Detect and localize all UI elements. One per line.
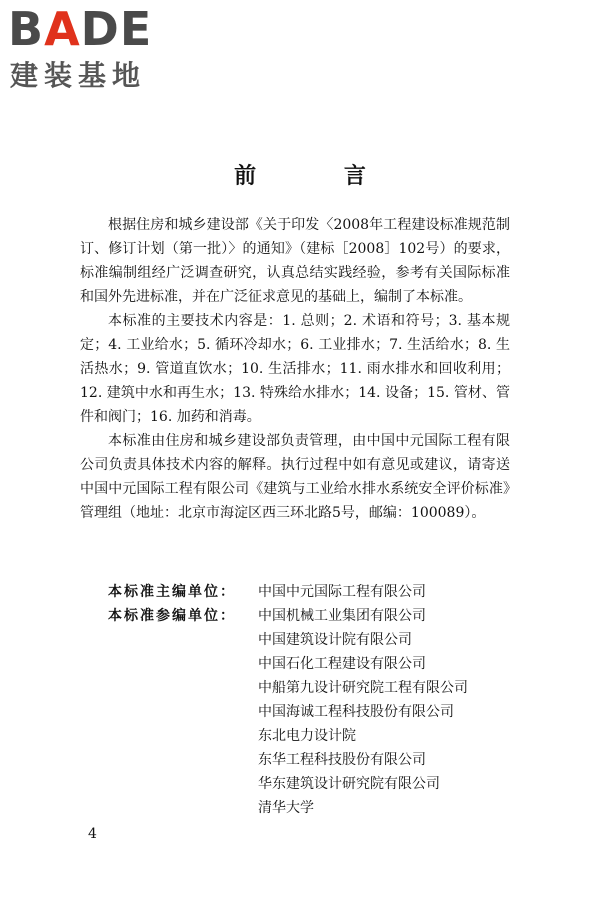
- participating-units-list: [258, 604, 468, 820]
- participating-unit: 清华大学: [258, 800, 314, 816]
- brand-logo-suffix: DE: [80, 2, 153, 56]
- preface-paragraph-contents: 本标准的主要技术内容是：1. 总则；2. 术语和符号；3. 基本规定；4. 工业给水；5. 循环冷却水；6. 工业排水；7. 生活给水；8. 生活热水；9. 管道直饮水；10. 生活排水；11. 雨水排水和回收利用；12. 建筑中水和再生水；13. 特殊给水排水；14. 设备；15. 管材、管件和阀门；16. 加药和消毒。: [80, 313, 510, 425]
- participating-unit: 中国海诚工程科技股份有限公司: [258, 704, 454, 720]
- participating-unit: 中船第九设计研究院工程有限公司: [258, 680, 468, 696]
- brand-logo: [8, 4, 183, 94]
- chief-editor-row: [108, 580, 468, 604]
- chief-editor-unit: 中国中元国际工程有限公司: [258, 584, 426, 600]
- participating-unit: 中国建筑设计院有限公司: [258, 632, 412, 648]
- preface-body: [80, 213, 510, 525]
- page-title: 前 言: [234, 163, 406, 189]
- participating-units-row: [108, 604, 468, 820]
- preface-paragraph-management: 本标准由住房和城乡建设部负责管理，由中国中元国际工程有限公司负责具体技术内容的解释。执行过程中如有意见或建议，请寄送中国中元国际工程有限公司《建筑与工业给水排水系统安全评价标准》管理组（地址：北京市海淀区西三环北路5号，邮编：100089）。: [80, 433, 510, 521]
- participating-unit: 中国机械工业集团有限公司: [258, 608, 426, 624]
- brand-logo-text: [8, 4, 152, 54]
- participating-unit: 东华工程科技股份有限公司: [258, 752, 426, 768]
- chief-editor-label: 本标准主编单位：: [108, 584, 236, 600]
- participating-units-label: 本标准参编单位：: [108, 608, 236, 624]
- participating-unit: 华东建筑设计研究院有限公司: [258, 776, 440, 792]
- participating-unit: 中国石化工程建设有限公司: [258, 656, 426, 672]
- brand-logo-prefix: B: [8, 2, 45, 56]
- preface-paragraph-origin: 根据住房和城乡建设部《关于印发〈2008年工程建设标准规范制订、修订计划（第一批）〉的通知》（建标［2008］102号）的要求，标准编制组经广泛调查研究，认真总结实践经验，参考有关国际标准和国外先进标准，并在广泛征求意见的基础上，编制了本标准。: [80, 217, 510, 305]
- brand-logo-chinese: 建装基地: [10, 59, 147, 92]
- brand-logo-accent-letter: A: [44, 2, 81, 56]
- editor-units: [108, 580, 468, 820]
- participating-unit: 东北电力设计院: [258, 728, 356, 744]
- page-number: 4: [88, 826, 97, 842]
